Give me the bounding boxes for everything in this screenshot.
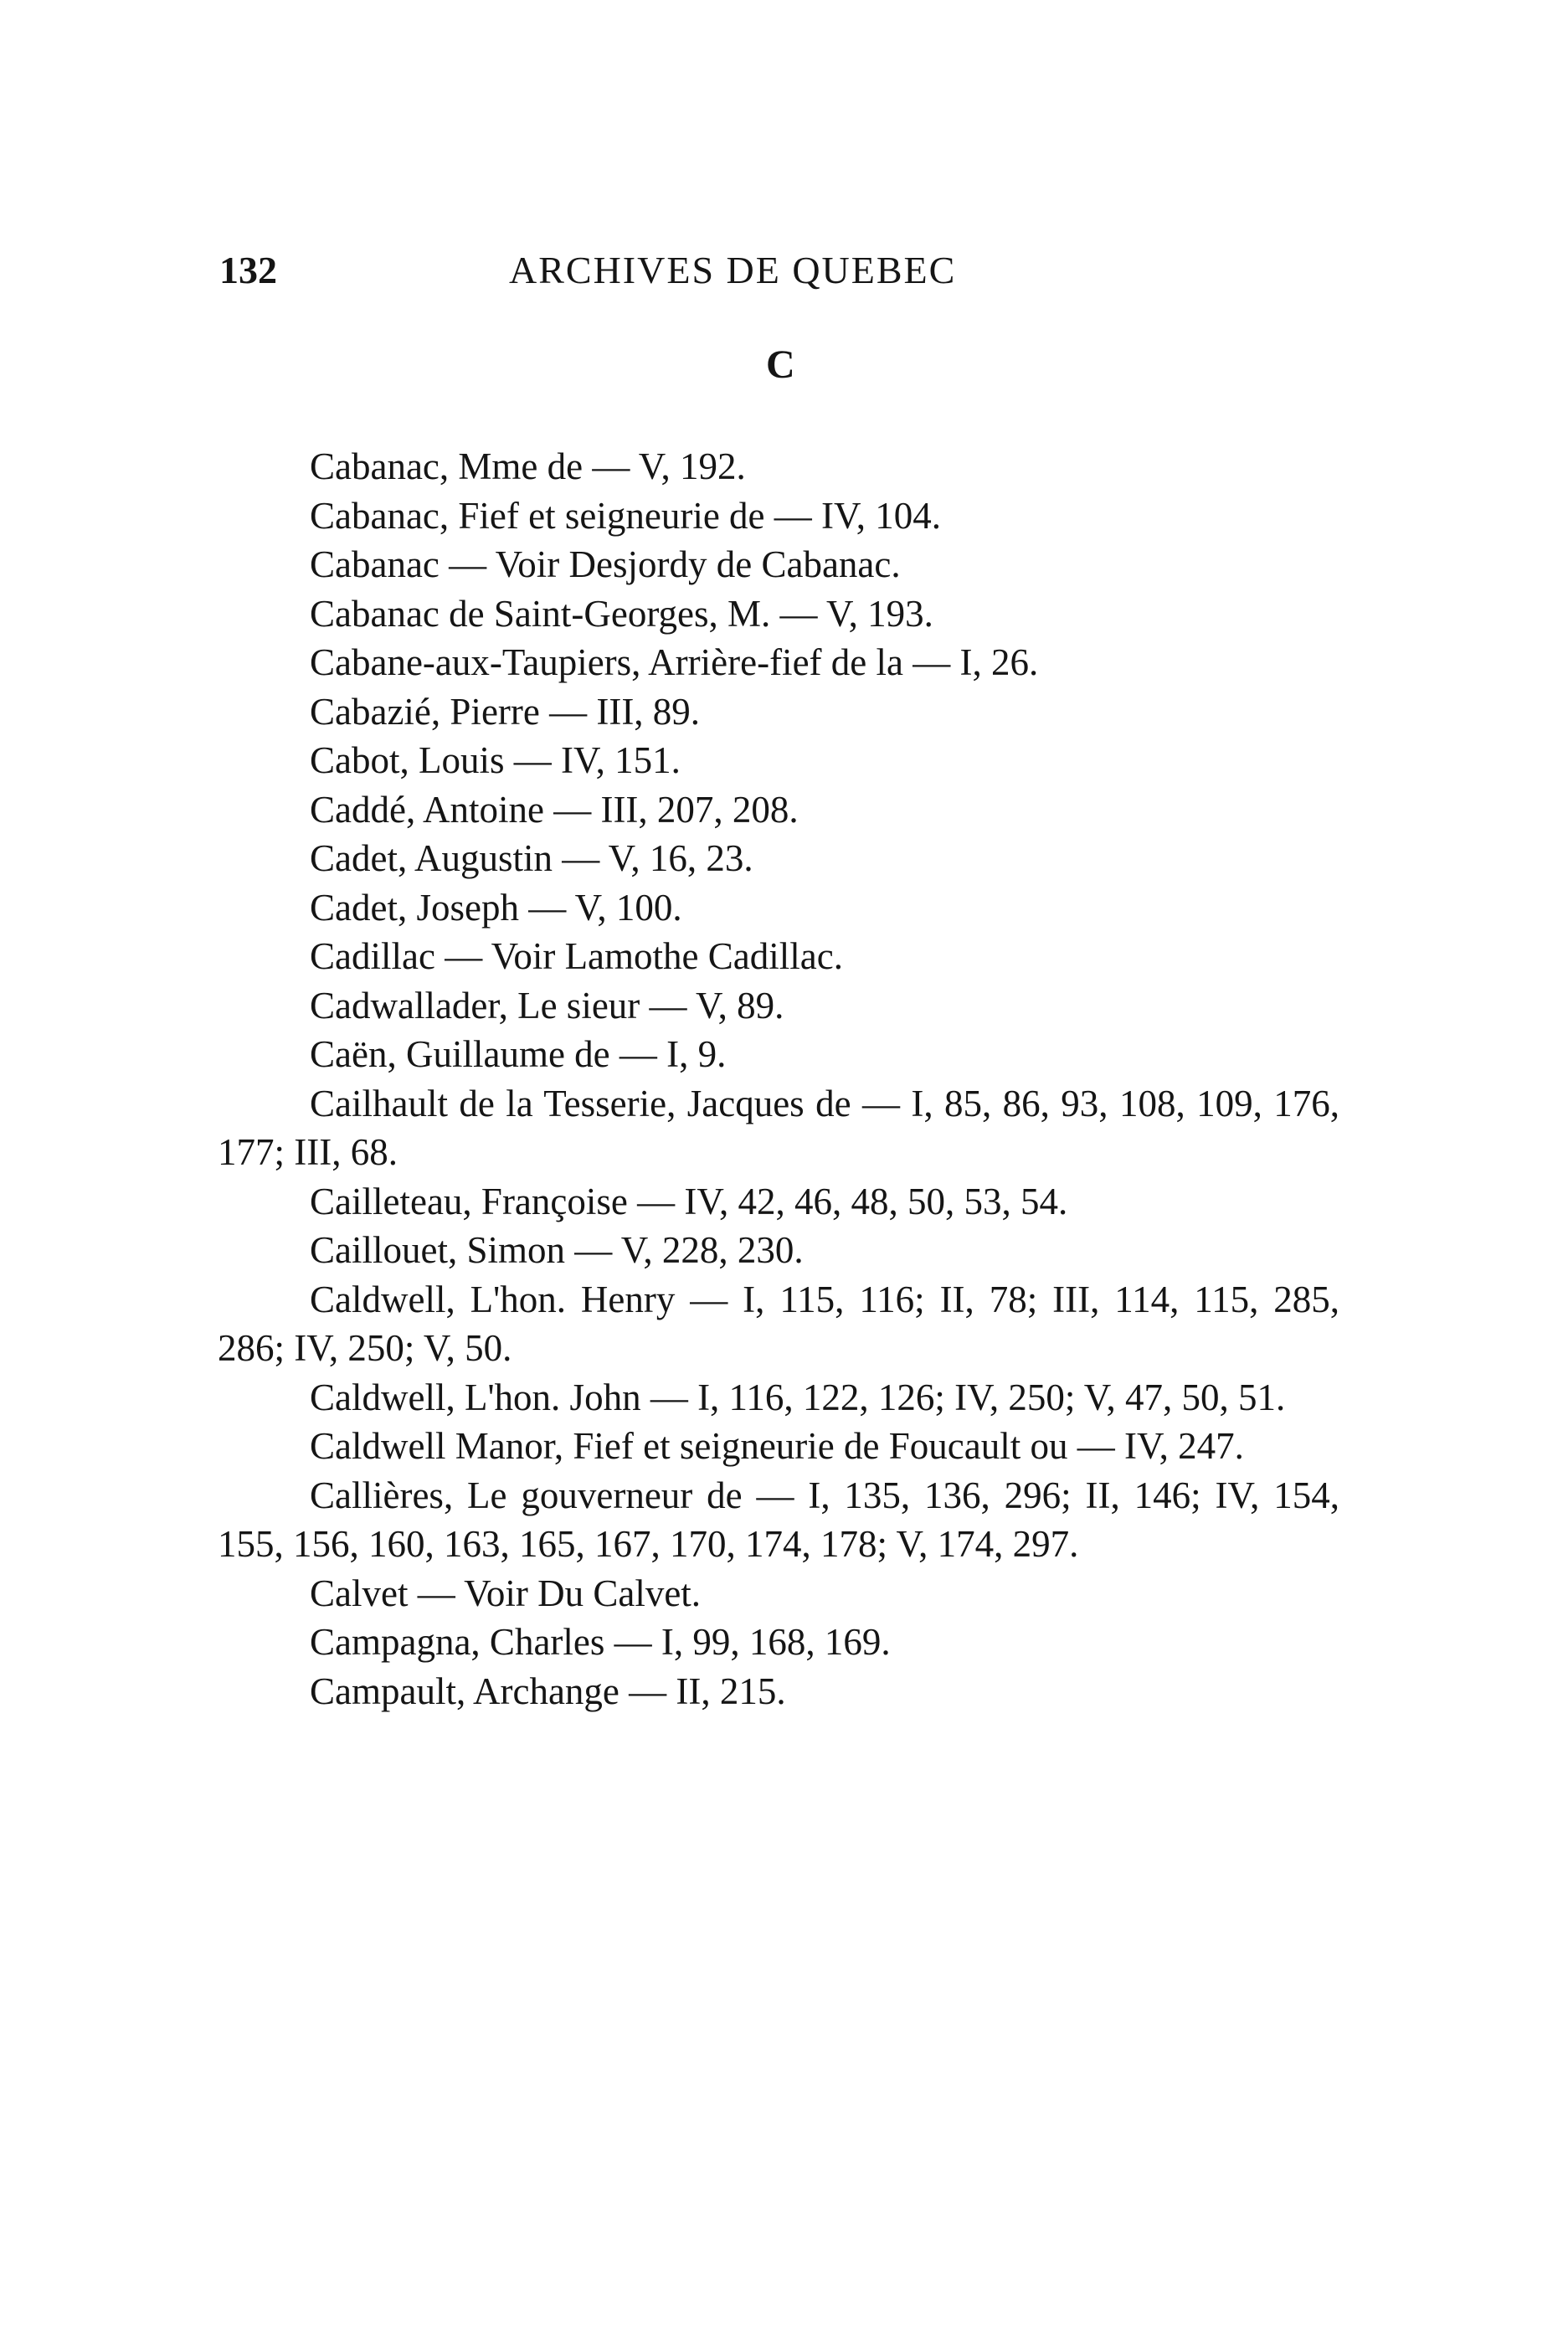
index-entry: Cabanac — Voir Desjordy de Cabanac. xyxy=(310,543,901,585)
index-entry: Cailhault de la Tesserie, Jacques de — I, 85, 86, 93, 108, 109, 176, 177; III, 68. xyxy=(218,1082,1339,1173)
index-entry: Cabanac, Fief et seigneurie de — IV, 104. xyxy=(310,494,941,537)
index-entry: Caldwell, L'hon. Henry — I, 115, 116; II, 78; III, 114, 115, 285, 286; IV, 250; V, 50. xyxy=(218,1278,1339,1369)
index-entry: Cabanac, Mme de — V, 192. xyxy=(310,445,746,487)
page-number: 132 xyxy=(219,249,277,291)
index-entry: Caddé, Antoine — III, 207, 208. xyxy=(310,788,799,831)
index-entries xyxy=(218,442,1339,1716)
index-entry: Caldwell, L'hon. John — I, 116, 122, 126; IV, 250; V, 47, 50, 51. xyxy=(310,1376,1286,1418)
index-entry: Cabazié, Pierre — III, 89. xyxy=(310,690,701,733)
index-entry: Callières, Le gouverneur de — I, 135, 136, 296; II, 146; IV, 154, 155, 156, 160, 163, 165, 167, 170, 174, 178; V, 174, 297. xyxy=(218,1474,1339,1565)
index-entry: Calvet — Voir Du Calvet. xyxy=(310,1572,702,1614)
index-entry: Caldwell Manor, Fief et seigneurie de Foucault ou — IV, 247. xyxy=(310,1425,1244,1467)
index-entry: Caën, Guillaume de — I, 9. xyxy=(310,1033,727,1075)
index-entry: Cabane-aux-Taupiers, Arrière-fief de la — I, 26. xyxy=(310,641,1039,683)
index-entry: Campault, Archange — II, 215. xyxy=(310,1670,786,1712)
index-entry: Cadwallader, Le sieur — V, 89. xyxy=(310,984,784,1027)
index-entry: Cadet, Joseph — V, 100. xyxy=(310,886,682,929)
index-entry: Campagna, Charles — I, 99, 168, 169. xyxy=(310,1621,891,1663)
index-entry: Caillouet, Simon — V, 228, 230. xyxy=(310,1229,804,1271)
index-entry: Cabot, Louis — IV, 151. xyxy=(310,739,681,781)
index-entry: Cabanac de Saint-Georges, M. — V, 193. xyxy=(310,592,933,635)
running-title: ARCHIVES DE QUEBEC xyxy=(509,249,957,291)
index-entry: Cadet, Augustin — V, 16, 23. xyxy=(310,837,753,879)
section-letter: C xyxy=(766,342,795,387)
index-entry: Cailleteau, Françoise — IV, 42, 46, 48, 50, 53, 54. xyxy=(310,1180,1068,1222)
index-entry: Cadillac — Voir Lamothe Cadillac. xyxy=(310,935,843,977)
